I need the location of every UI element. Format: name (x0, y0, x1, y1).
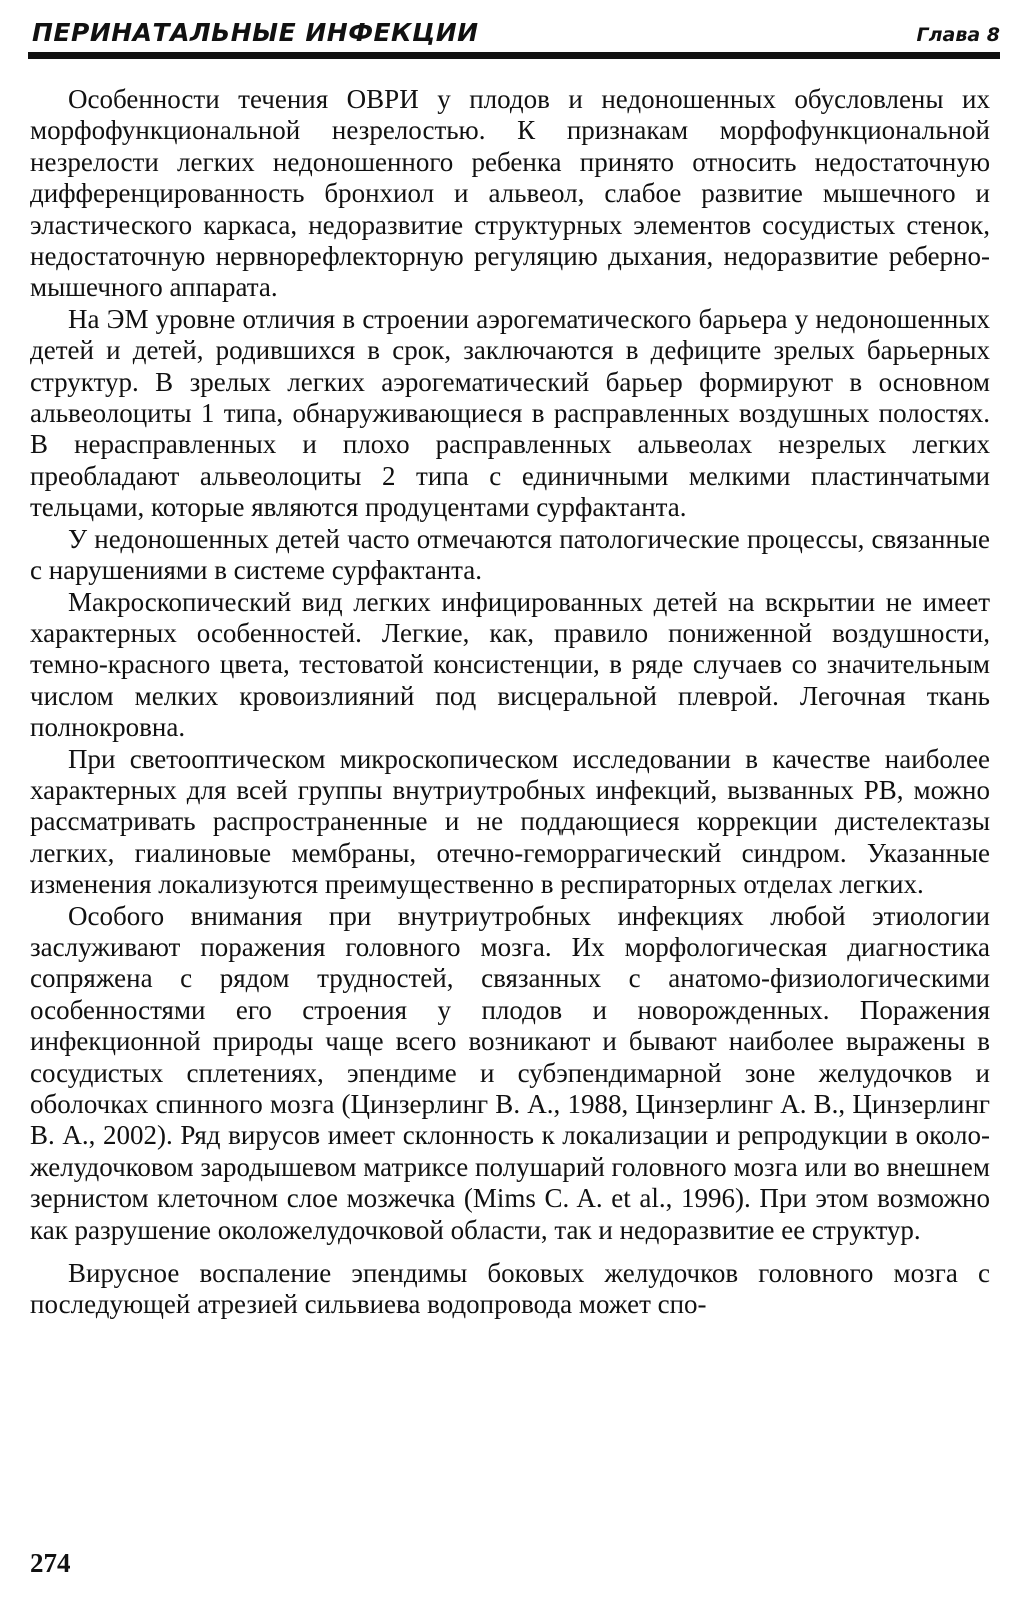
chapter-label: Глава 8 (916, 24, 1000, 46)
page-number: 274 (30, 1548, 71, 1578)
paragraph: Особого внимания при внутриутробных инфекциях любой этиологии заслуживают поражения головного мозга. Их морфологическая диагностика сопряжена с рядом трудностей, связанных с анатомо-физиологическими особенностями его строения у плодов и новорожденных. Поражения инфекционной природы чаще всего возникают и бывают наиболее выражены в сосудистых сплетениях, эпендиме и субэпендимарной зоне желудочков и оболочках спинного мозга (Цинзерлинг В. А., 1988, Цинзерлинг А. В., Цинзерлинг В. А., 2002). Ряд вирусов имеет склонность к локализации и репродукции в околожелудочковом зародышевом матриксе полушарий головного мозга или во внешнем зернистом клеточном слое мозжечка (Mims C. A. et al., 1996). При этом возможно как разрушение околожелудочковой области, так и недоразвитие ее структур. (30, 900, 990, 1245)
header-rule (28, 52, 1000, 59)
body-text (30, 84, 990, 1321)
paragraph: Особенности течения ОВРИ у плодов и недоношенных обусловлены их морфофункциональной незрелостью. К признакам морфофункциональной незрелости легких недоношенного ребенка принято относить недостаточную дифференцированность бронхиол и альвеол, слабое развитие мышечного и эластического каркаса, недоразвитие структурных элементов сосудистых стенок, недостаточную нервнорефлекторную регуляцию дыхания, недоразвитие реберно-мышечного аппарата. (30, 84, 990, 303)
running-head (28, 14, 1000, 48)
paragraph: Макроскопический вид легких инфицированных детей на вскрытии не имеет характерных особенностей. Легкие, как, правило пониженной воздушности, темно-красного цвета, тестоватой консистенции, в ряде случаев со значительным числом мелких кровоизлияний под висцеральной плеврой. Легочная ткань полнокровна. (30, 586, 990, 743)
paragraph: При светооптическом микроскопическом исследовании в качестве наиболее характерных для всей группы внутриутробных инфекций, вызванных РВ, можно рассматривать распространенные и не поддающиеся коррекции дистелектазы легких, гиалиновые мембраны, отечно-геморрагический синдром. Указанные изменения локализуются преимущественно в респираторных отделах легких. (30, 743, 990, 900)
paragraph: Вирусное воспаление эпендимы боковых желудочков головного мозга с последующей атрезией сильвиева водопровода может спо- (30, 1258, 990, 1320)
paragraph: На ЭМ уровне отличия в строении аэрогематического барьера у недоношенных детей и детей, родившихся в срок, заключаются в дефиците зрелых барьерных структур. В зрелых легких аэрогематический барьер формируют в основном альвеолоциты 1 типа, обнаруживающиеся в расправленных воздушных полостях. В нерасправленных и плохо расправленных альвеолах незрелых легких преобладают альвеолоциты 2 типа с единичными мелкими пластинчатыми тельцами, которые являются продуцентами сурфактанта. (30, 303, 990, 523)
running-head-title: ПЕРИНАТАЛЬНЫЕ ИНФЕКЦИИ (32, 18, 479, 47)
paragraph: У недоношенных детей часто отмечаются патологические процессы, связанные с нарушениями в системе сурфактанта. (30, 523, 990, 586)
